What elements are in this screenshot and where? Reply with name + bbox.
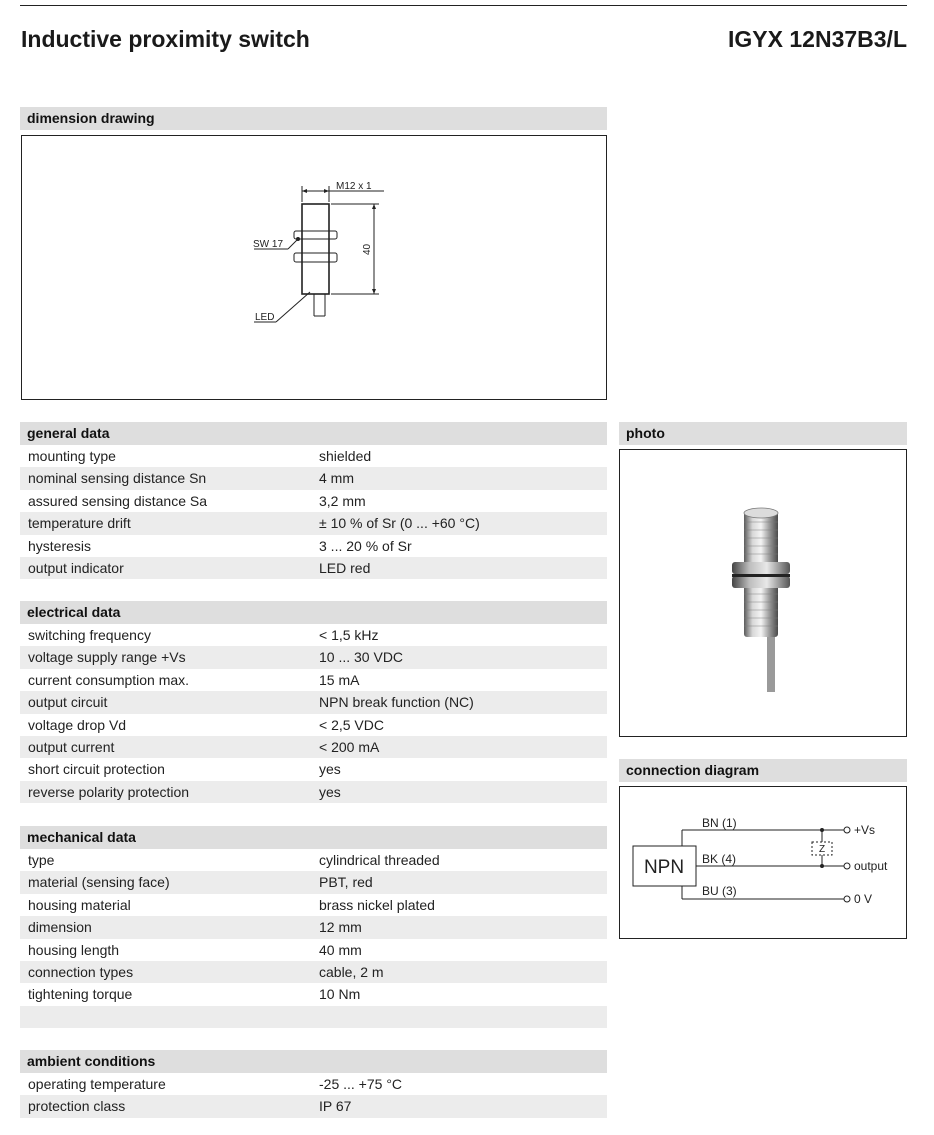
table-row bbox=[20, 691, 607, 713]
terminal-vs-label: +Vs bbox=[854, 823, 876, 837]
row-value: 10 ... 30 VDC bbox=[319, 649, 404, 666]
nut-lower bbox=[294, 253, 337, 262]
electrical-data-heading: electrical data bbox=[20, 601, 607, 624]
dimension-drawing bbox=[22, 136, 606, 399]
wrench-label: SW 17 bbox=[253, 239, 284, 250]
page-title: Inductive proximity switch bbox=[21, 26, 310, 52]
row-value: cable, 2 m bbox=[319, 963, 384, 980]
row-value: < 200 mA bbox=[319, 738, 380, 755]
ambient-conditions-heading: ambient conditions bbox=[20, 1050, 607, 1073]
row-value: NPN break function (NC) bbox=[319, 694, 474, 711]
blank-row bbox=[20, 1006, 607, 1028]
row-label: dimension bbox=[28, 919, 92, 936]
row-label: protection class bbox=[28, 1098, 126, 1115]
row-label: material (sensing face) bbox=[28, 874, 170, 891]
row-label: mounting type bbox=[28, 448, 116, 464]
mechanical-data-heading: mechanical data bbox=[20, 826, 607, 849]
row-label: hysteresis bbox=[28, 537, 92, 554]
table-row bbox=[20, 1073, 607, 1095]
row-label: short circuit protection bbox=[28, 761, 165, 778]
table-row bbox=[20, 467, 607, 489]
general-data-heading: general data bbox=[20, 422, 607, 445]
table-row bbox=[20, 939, 607, 961]
row-value: 12 mm bbox=[319, 919, 362, 936]
terminal-output-label: output bbox=[854, 859, 888, 873]
sensing-face bbox=[744, 508, 778, 518]
table-row bbox=[20, 714, 607, 736]
cable bbox=[767, 632, 775, 692]
table-row bbox=[20, 849, 607, 871]
wire-bk-label: BK (4) bbox=[702, 852, 737, 866]
electrical-data-table bbox=[20, 624, 607, 803]
row-value: 4 mm bbox=[319, 470, 354, 487]
ambient-conditions-table bbox=[20, 1073, 607, 1118]
wire-bu-label: BU (3) bbox=[702, 884, 737, 898]
row-label: current consumption max. bbox=[28, 671, 190, 688]
row-value: -25 ... +75 °C bbox=[319, 1076, 403, 1092]
table-row bbox=[20, 512, 607, 534]
table-row bbox=[20, 624, 607, 646]
nut-lower bbox=[732, 576, 790, 588]
top-rule bbox=[20, 5, 907, 6]
row-value: IP 67 bbox=[319, 1098, 352, 1115]
connection-diagram bbox=[620, 787, 906, 938]
table-row bbox=[20, 535, 607, 557]
row-label: assured sensing distance Sa bbox=[28, 492, 207, 509]
row-value: shielded bbox=[319, 448, 372, 464]
row-value: 3 ... 20 % of Sr bbox=[319, 537, 412, 554]
dimension-drawing-box bbox=[21, 135, 607, 400]
photo-box bbox=[619, 449, 907, 737]
nut-upper bbox=[732, 562, 790, 574]
row-value: cylindrical threaded bbox=[319, 852, 440, 868]
dimension-drawing-heading: dimension drawing bbox=[20, 107, 607, 130]
row-label: housing length bbox=[28, 941, 120, 958]
table-row bbox=[20, 894, 607, 916]
connection-diagram-box bbox=[619, 786, 907, 939]
sensor-photo bbox=[620, 450, 906, 736]
row-label: voltage supply range +Vs bbox=[28, 649, 186, 666]
table-row bbox=[20, 781, 607, 803]
mechanical-data-table bbox=[20, 849, 607, 1028]
npn-label: NPN bbox=[643, 857, 685, 878]
row-value: 40 mm bbox=[319, 941, 362, 958]
row-value: 15 mA bbox=[319, 671, 360, 688]
model-number: IGYX 12N37B3/L bbox=[728, 26, 907, 52]
thread-label: M12 x 1 bbox=[336, 181, 372, 192]
row-label: connection types bbox=[28, 963, 134, 980]
row-label: housing material bbox=[28, 896, 131, 913]
row-value: ± 10 % of Sr (0 ... +60 °C) bbox=[319, 515, 480, 532]
nut-upper bbox=[294, 231, 337, 239]
photo-heading: photo bbox=[619, 422, 907, 445]
row-label: operating temperature bbox=[28, 1076, 166, 1092]
table-row bbox=[20, 961, 607, 983]
table-row bbox=[20, 490, 607, 512]
table-row bbox=[20, 669, 607, 691]
row-label: output circuit bbox=[28, 694, 108, 711]
row-value: brass nickel plated bbox=[319, 896, 435, 913]
row-label: type bbox=[28, 852, 55, 868]
row-label: reverse polarity protection bbox=[28, 783, 190, 800]
row-value: < 1,5 kHz bbox=[319, 627, 379, 643]
row-value: < 2,5 VDC bbox=[319, 716, 384, 733]
table-row bbox=[20, 916, 607, 938]
table-row bbox=[20, 758, 607, 780]
row-label: switching frequency bbox=[28, 627, 151, 643]
table-row bbox=[20, 871, 607, 893]
row-label: output current bbox=[28, 738, 115, 755]
table-row bbox=[20, 646, 607, 668]
row-value: PBT, red bbox=[319, 874, 373, 891]
row-label: tightening torque bbox=[28, 986, 133, 1003]
general-data-table bbox=[20, 445, 607, 579]
table-row bbox=[20, 1095, 607, 1117]
row-value: 10 Nm bbox=[319, 986, 361, 1003]
wire-bn-label: BN (1) bbox=[702, 816, 737, 830]
load-label: Z bbox=[818, 844, 826, 855]
table-row bbox=[20, 445, 607, 467]
row-label: temperature drift bbox=[28, 515, 131, 532]
connection-diagram-heading: connection diagram bbox=[619, 759, 907, 782]
table-row bbox=[20, 983, 607, 1005]
led-label: LED bbox=[255, 312, 275, 323]
table-row bbox=[20, 557, 607, 579]
table-row bbox=[20, 736, 607, 758]
row-value: LED red bbox=[319, 559, 371, 576]
sensor-body bbox=[302, 204, 329, 294]
row-value: 3,2 mm bbox=[319, 492, 366, 509]
length-label: 40 bbox=[362, 243, 373, 255]
row-label: output indicator bbox=[28, 559, 124, 576]
row-label: nominal sensing distance Sn bbox=[28, 470, 207, 487]
row-value: yes bbox=[319, 783, 341, 800]
row-label: voltage drop Vd bbox=[28, 716, 127, 733]
row-value: yes bbox=[319, 761, 341, 778]
terminal-0v-label: 0 V bbox=[854, 892, 873, 906]
